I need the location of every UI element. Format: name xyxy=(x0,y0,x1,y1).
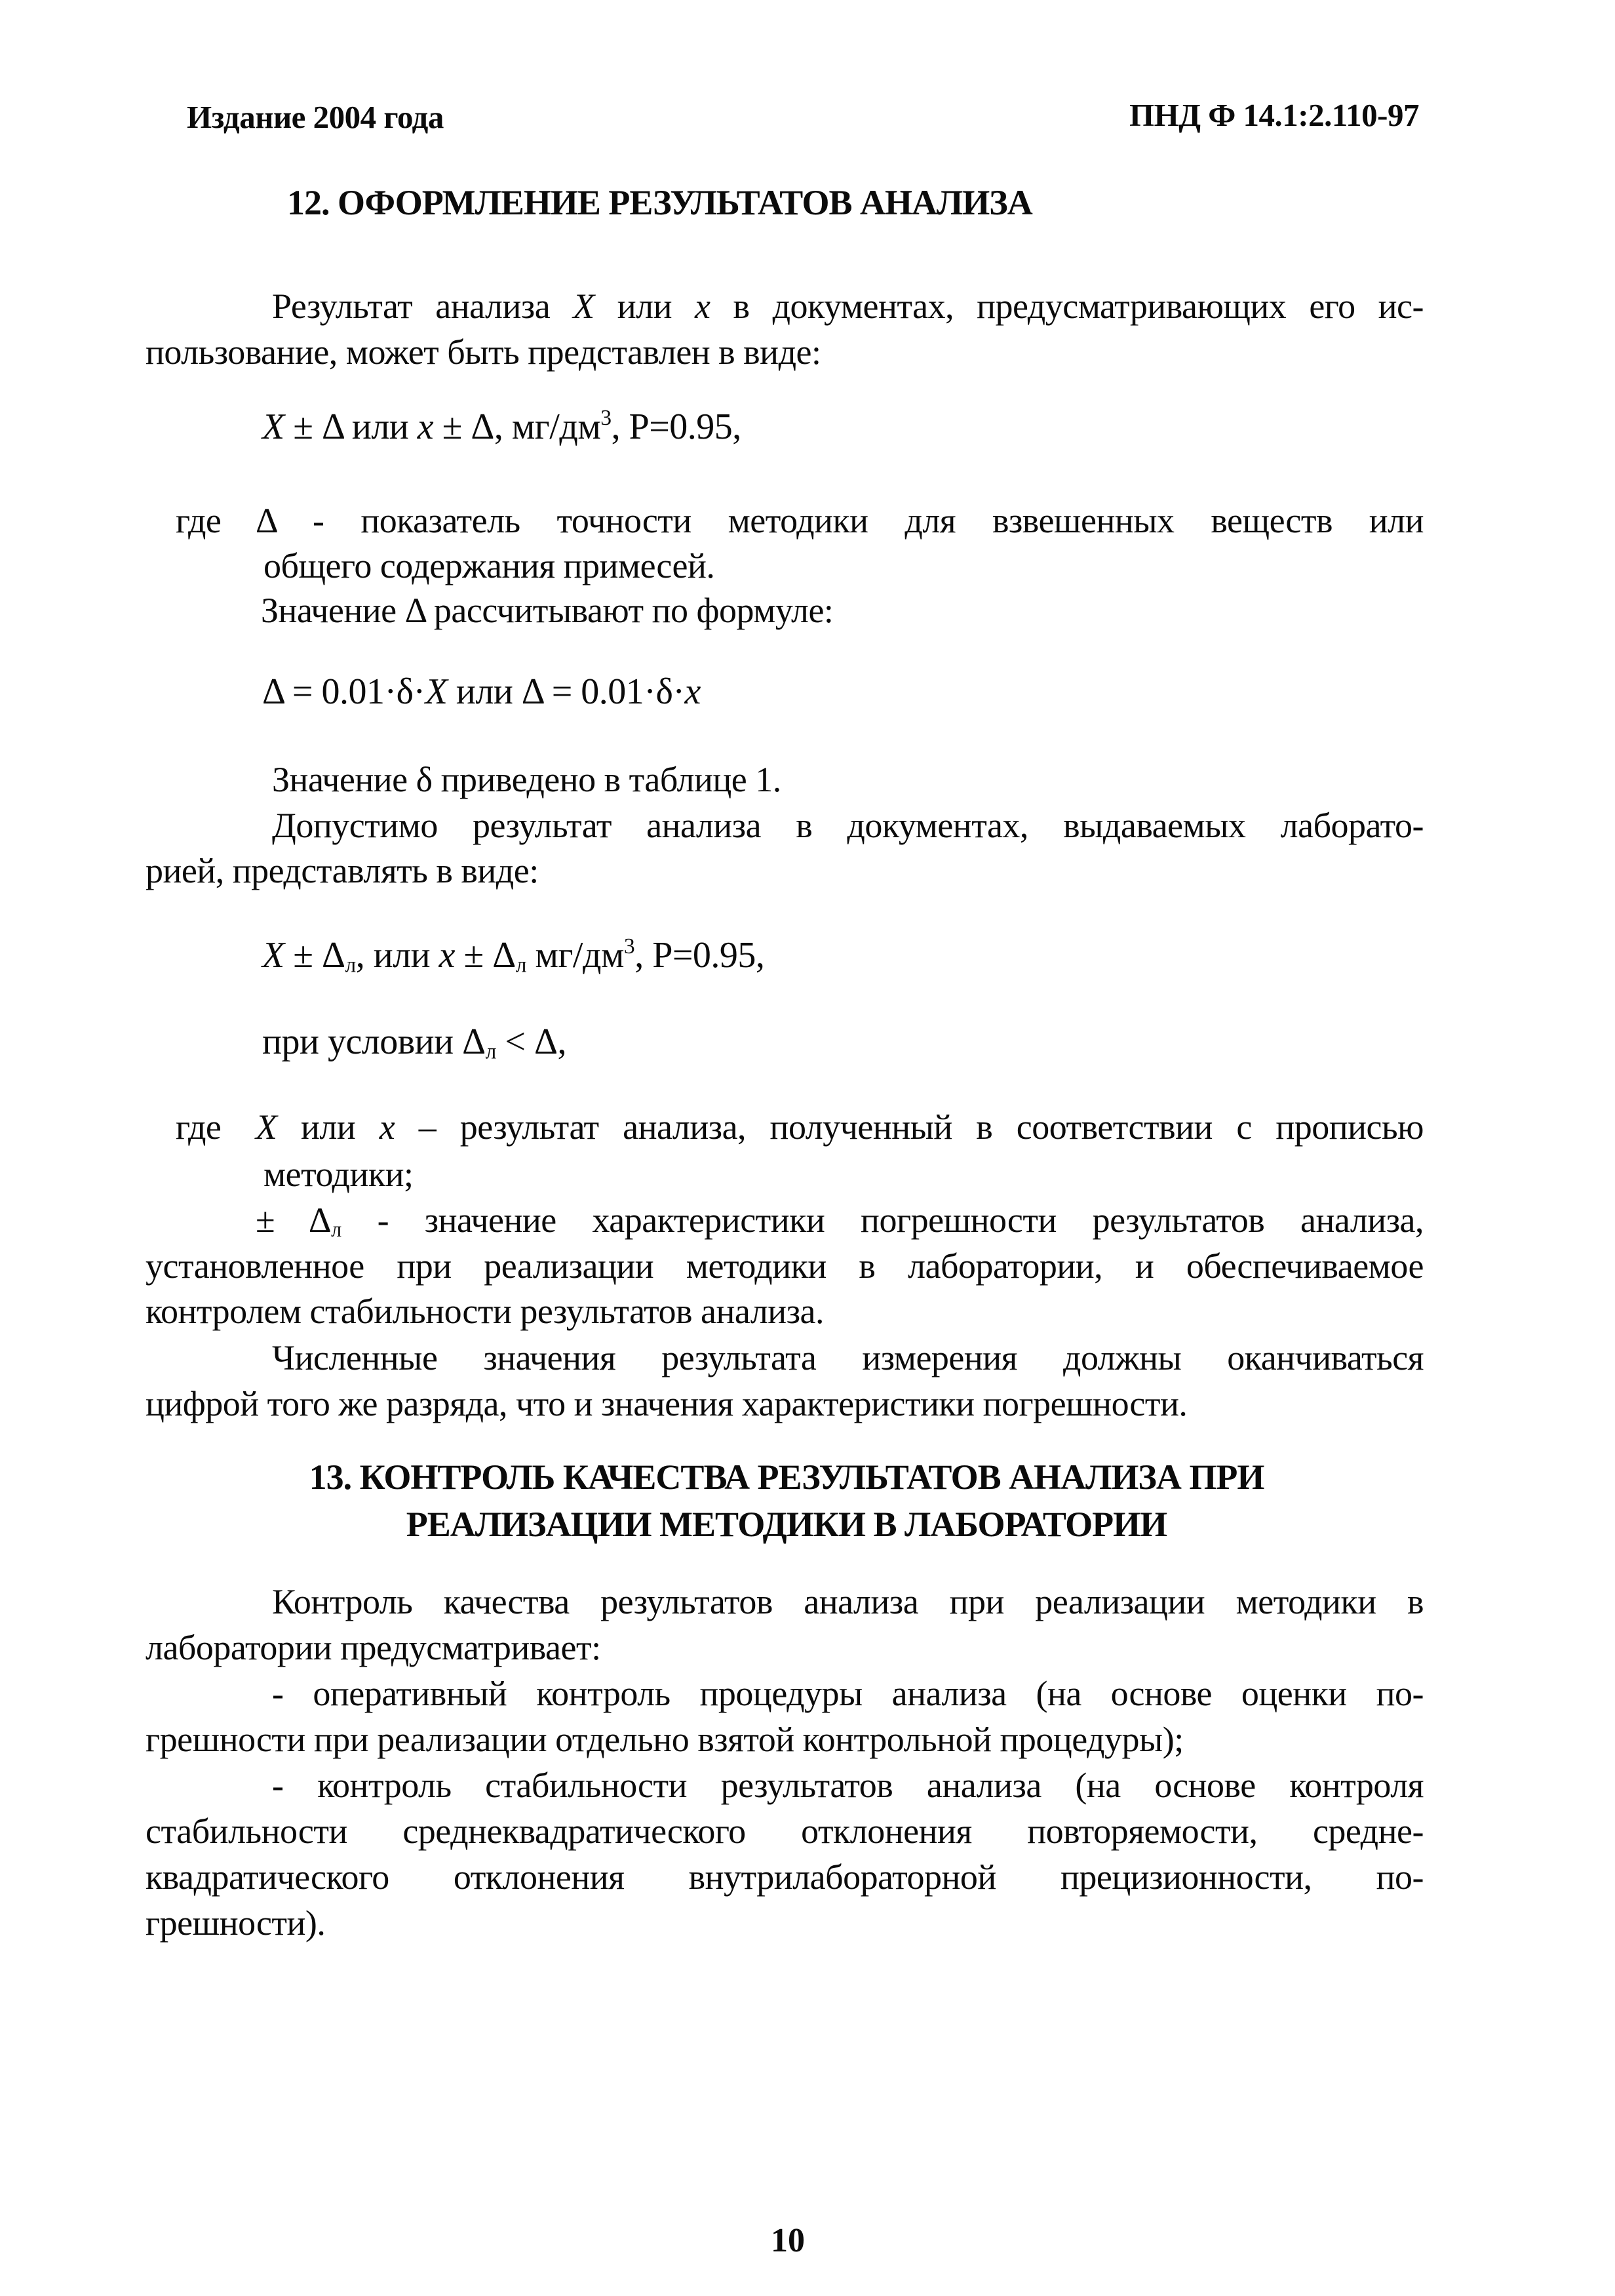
gde-label-1: где xyxy=(176,501,222,540)
delta-definition-line-1: Δ - показатель точности методики для взвешенных веществ или xyxy=(256,501,1424,540)
heading-section-13-line-2: РЕАЛИЗАЦИИ МЕТОДИКИ В ЛАБОРАТОРИИ xyxy=(406,1505,1167,1544)
lab-error-def-line-2: установленное при реализации методики в лаборатории, и обеспечиваемое xyxy=(146,1246,1424,1286)
dopustimo-line-1: Допустимо результат анализа в документах, выдаваемых лаборато- xyxy=(272,806,1424,845)
dopustimo-line-2: рией, представлять в виде: xyxy=(146,851,539,890)
result-definition-line-1: X или x – результат анализа, полученный в соответствии с прописью xyxy=(256,1107,1424,1147)
stabilnost-line-4: грешности). xyxy=(146,1903,326,1943)
para-intro-line-1: Результат анализа X или x в документах, предусматривающих его ис- xyxy=(272,287,1424,326)
delta-table-note: Значение δ приведено в таблице 1. xyxy=(272,760,781,799)
chislennye-line-2: цифрой того же разряда, что и значения характеристики погрешности. xyxy=(146,1384,1188,1423)
chislennye-line-1: Численные значения результата измерения должны оканчиваться xyxy=(272,1338,1424,1377)
gde-label-2: где xyxy=(176,1107,222,1147)
edition-header: Издание 2004 года xyxy=(187,99,444,135)
stabilnost-line-2: стабильности среднеквадратического отклонения повторяемости, средне- xyxy=(146,1811,1424,1851)
lab-error-def-line-1: ± $\Delta_л$ - значение характеристики погрешности результатов анализа, xyxy=(256,1200,1424,1242)
formula-method-error: X ± Δ или x ± Δ, $мг/дм^3$, Р=0.95, xyxy=(262,406,741,447)
heading-section-13-line-1: 13. КОНТРОЛЬ КАЧЕСТВА РЕЗУЛЬТАТОВ АНАЛИЗА ПРИ xyxy=(309,1457,1264,1497)
lab-error-def-line-3: контролем стабильности результатов анализа. xyxy=(146,1292,825,1331)
operativny-line-1: - оперативный контроль процедуры анализа (на основе оценки по- xyxy=(272,1674,1424,1713)
kontrol-line-1: Контроль качества результатов анализа при реализации методики в xyxy=(272,1582,1424,1621)
delta-definition-line-2: общего содержания примесей. xyxy=(263,546,715,585)
uslovie-line: при условии $\Delta_л < \Delta$, xyxy=(262,1021,566,1064)
formula-lab-error: $X \pm \Delta_л$, или $x \pm \Delta_л$ $мг/дм^3$, Р=0.95, xyxy=(262,934,765,978)
formula-delta-calc: Δ = 0.01·δ·X или Δ = 0.01·δ·x xyxy=(262,671,701,712)
stabilnost-line-1: - контроль стабильности результатов анализа (на основе контроля xyxy=(272,1766,1424,1805)
standard-number-header: ПНД Ф 14.1:2.110-97 xyxy=(1129,97,1419,133)
page-number: 10 xyxy=(771,2222,805,2259)
stabilnost-line-3: квадратического отклонения внутрилабораторной прецизионности, по- xyxy=(146,1857,1424,1897)
kontrol-line-2: лаборатории предусматривает: xyxy=(146,1628,601,1667)
heading-section-12: 12. ОФОРМЛЕНИЕ РЕЗУЛЬТАТОВ АНАЛИЗА xyxy=(287,183,1032,222)
result-definition-line-2: методики; xyxy=(263,1155,414,1194)
operativny-line-2: грешности при реализации отдельно взятой контрольной процедуры); xyxy=(146,1720,1184,1759)
delta-formula-intro: Значение Δ рассчитывают по формуле: xyxy=(261,591,834,630)
para-intro-line-2: пользование, может быть представлен в виде: xyxy=(146,332,821,372)
